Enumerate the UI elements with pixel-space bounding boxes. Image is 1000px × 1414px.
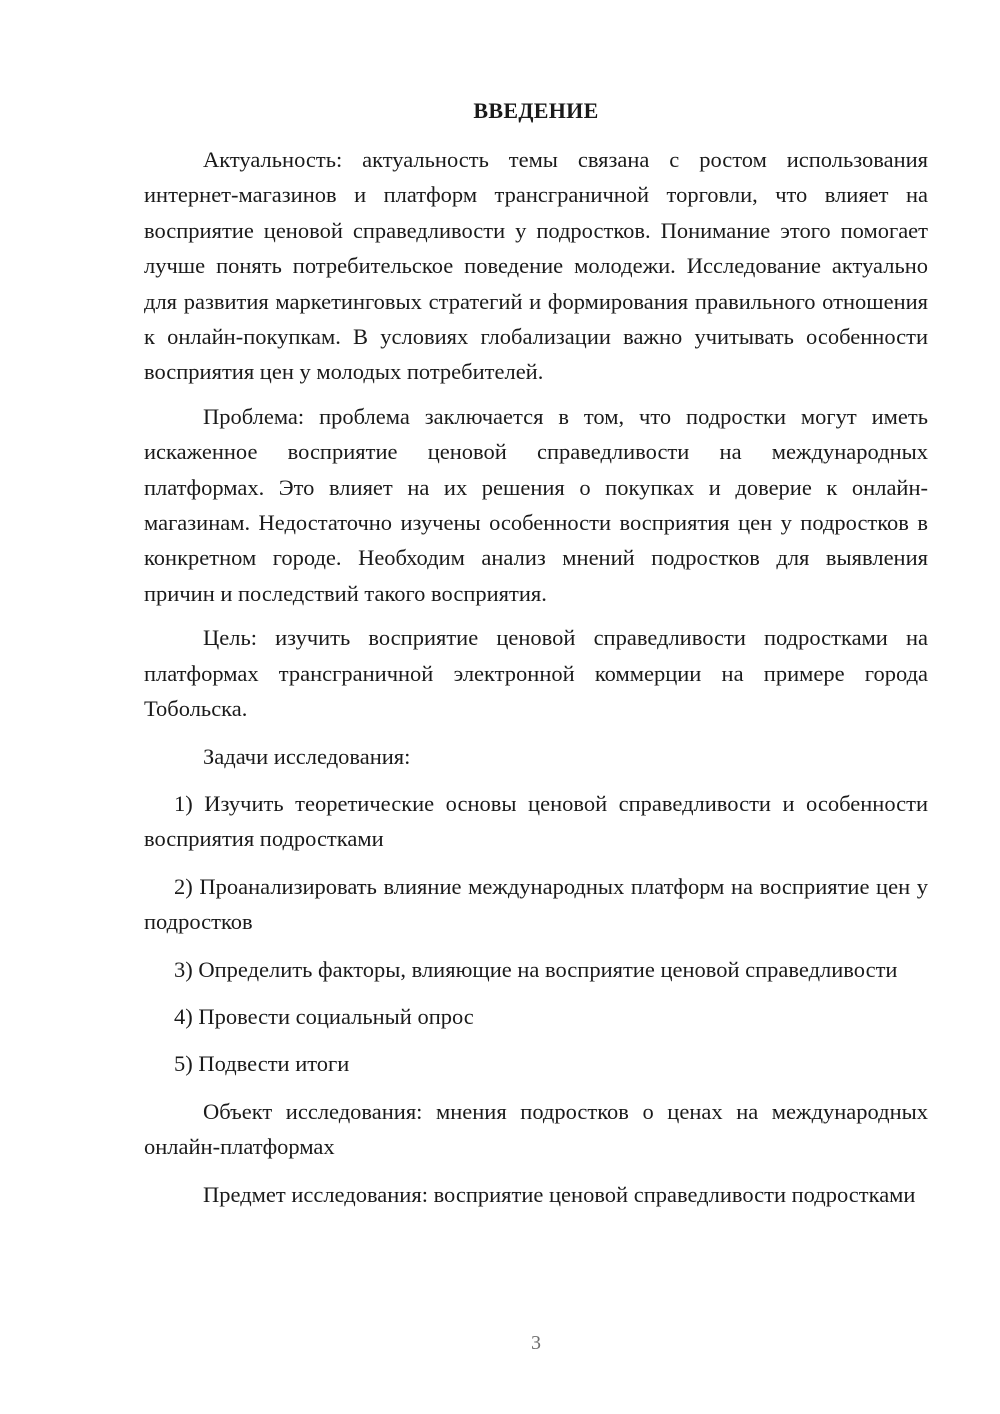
page-title: ВВЕДЕНИЕ — [473, 98, 599, 123]
task-item: 1) Изучить теоретические основы ценовой справедливости и особенности восприятия подростками — [144, 790, 928, 852]
subject-paragraph: Предмет исследования: восприятие ценовой справедливости подростками — [203, 1181, 916, 1207]
relevance-paragraph: Актуальность: актуальность темы связана с ростом использования интернет-магазинов и платформ трансграничной торговли, что влияет на восприятие ценовой справедливости у подростков. Понимание этого помогает лучше понять потребительское поведение молодежи. Исследование актуально для развития маркетинговых стратегий и формирования правильного отношения к онлайн-покупкам. В условиях глобализации важно учитывать особенности восприятия цен у молодых потребителей. — [144, 147, 928, 385]
page-number: 3 — [531, 1332, 541, 1354]
tasks-heading: Задачи исследования: — [203, 743, 411, 769]
document-page — [144, 94, 928, 1212]
problem-paragraph: Проблема: проблема заключается в том, что подростки могут иметь искаженное восприятие ценовой справедливости на международных платформах. Это влияет на их решения о покупках и доверие к онлайн-магазинам. Недостаточно изучены особенности восприятия цен у подростков в конкретном городе. Необходим анализ мнений подростков для выявления причин и последствий такого восприятия. — [144, 403, 928, 606]
goal-paragraph: Цель: изучить восприятие ценовой справедливости подростками на платформах трансграничной электронной коммерции на примере города Тобольска. — [144, 625, 928, 722]
task-item: 3) Определить факторы, влияющие на восприятие ценовой справедливости — [174, 956, 898, 982]
task-item: 5) Подвести итоги — [174, 1051, 350, 1077]
task-item: 2) Проанализировать влияние международных платформ на восприятие цен у подростков — [144, 873, 928, 935]
task-item: 4) Провести социальный опрос — [174, 1003, 474, 1029]
object-paragraph: Объект исследования: мнения подростков о ценах на международных онлайн-платформах — [144, 1098, 928, 1160]
